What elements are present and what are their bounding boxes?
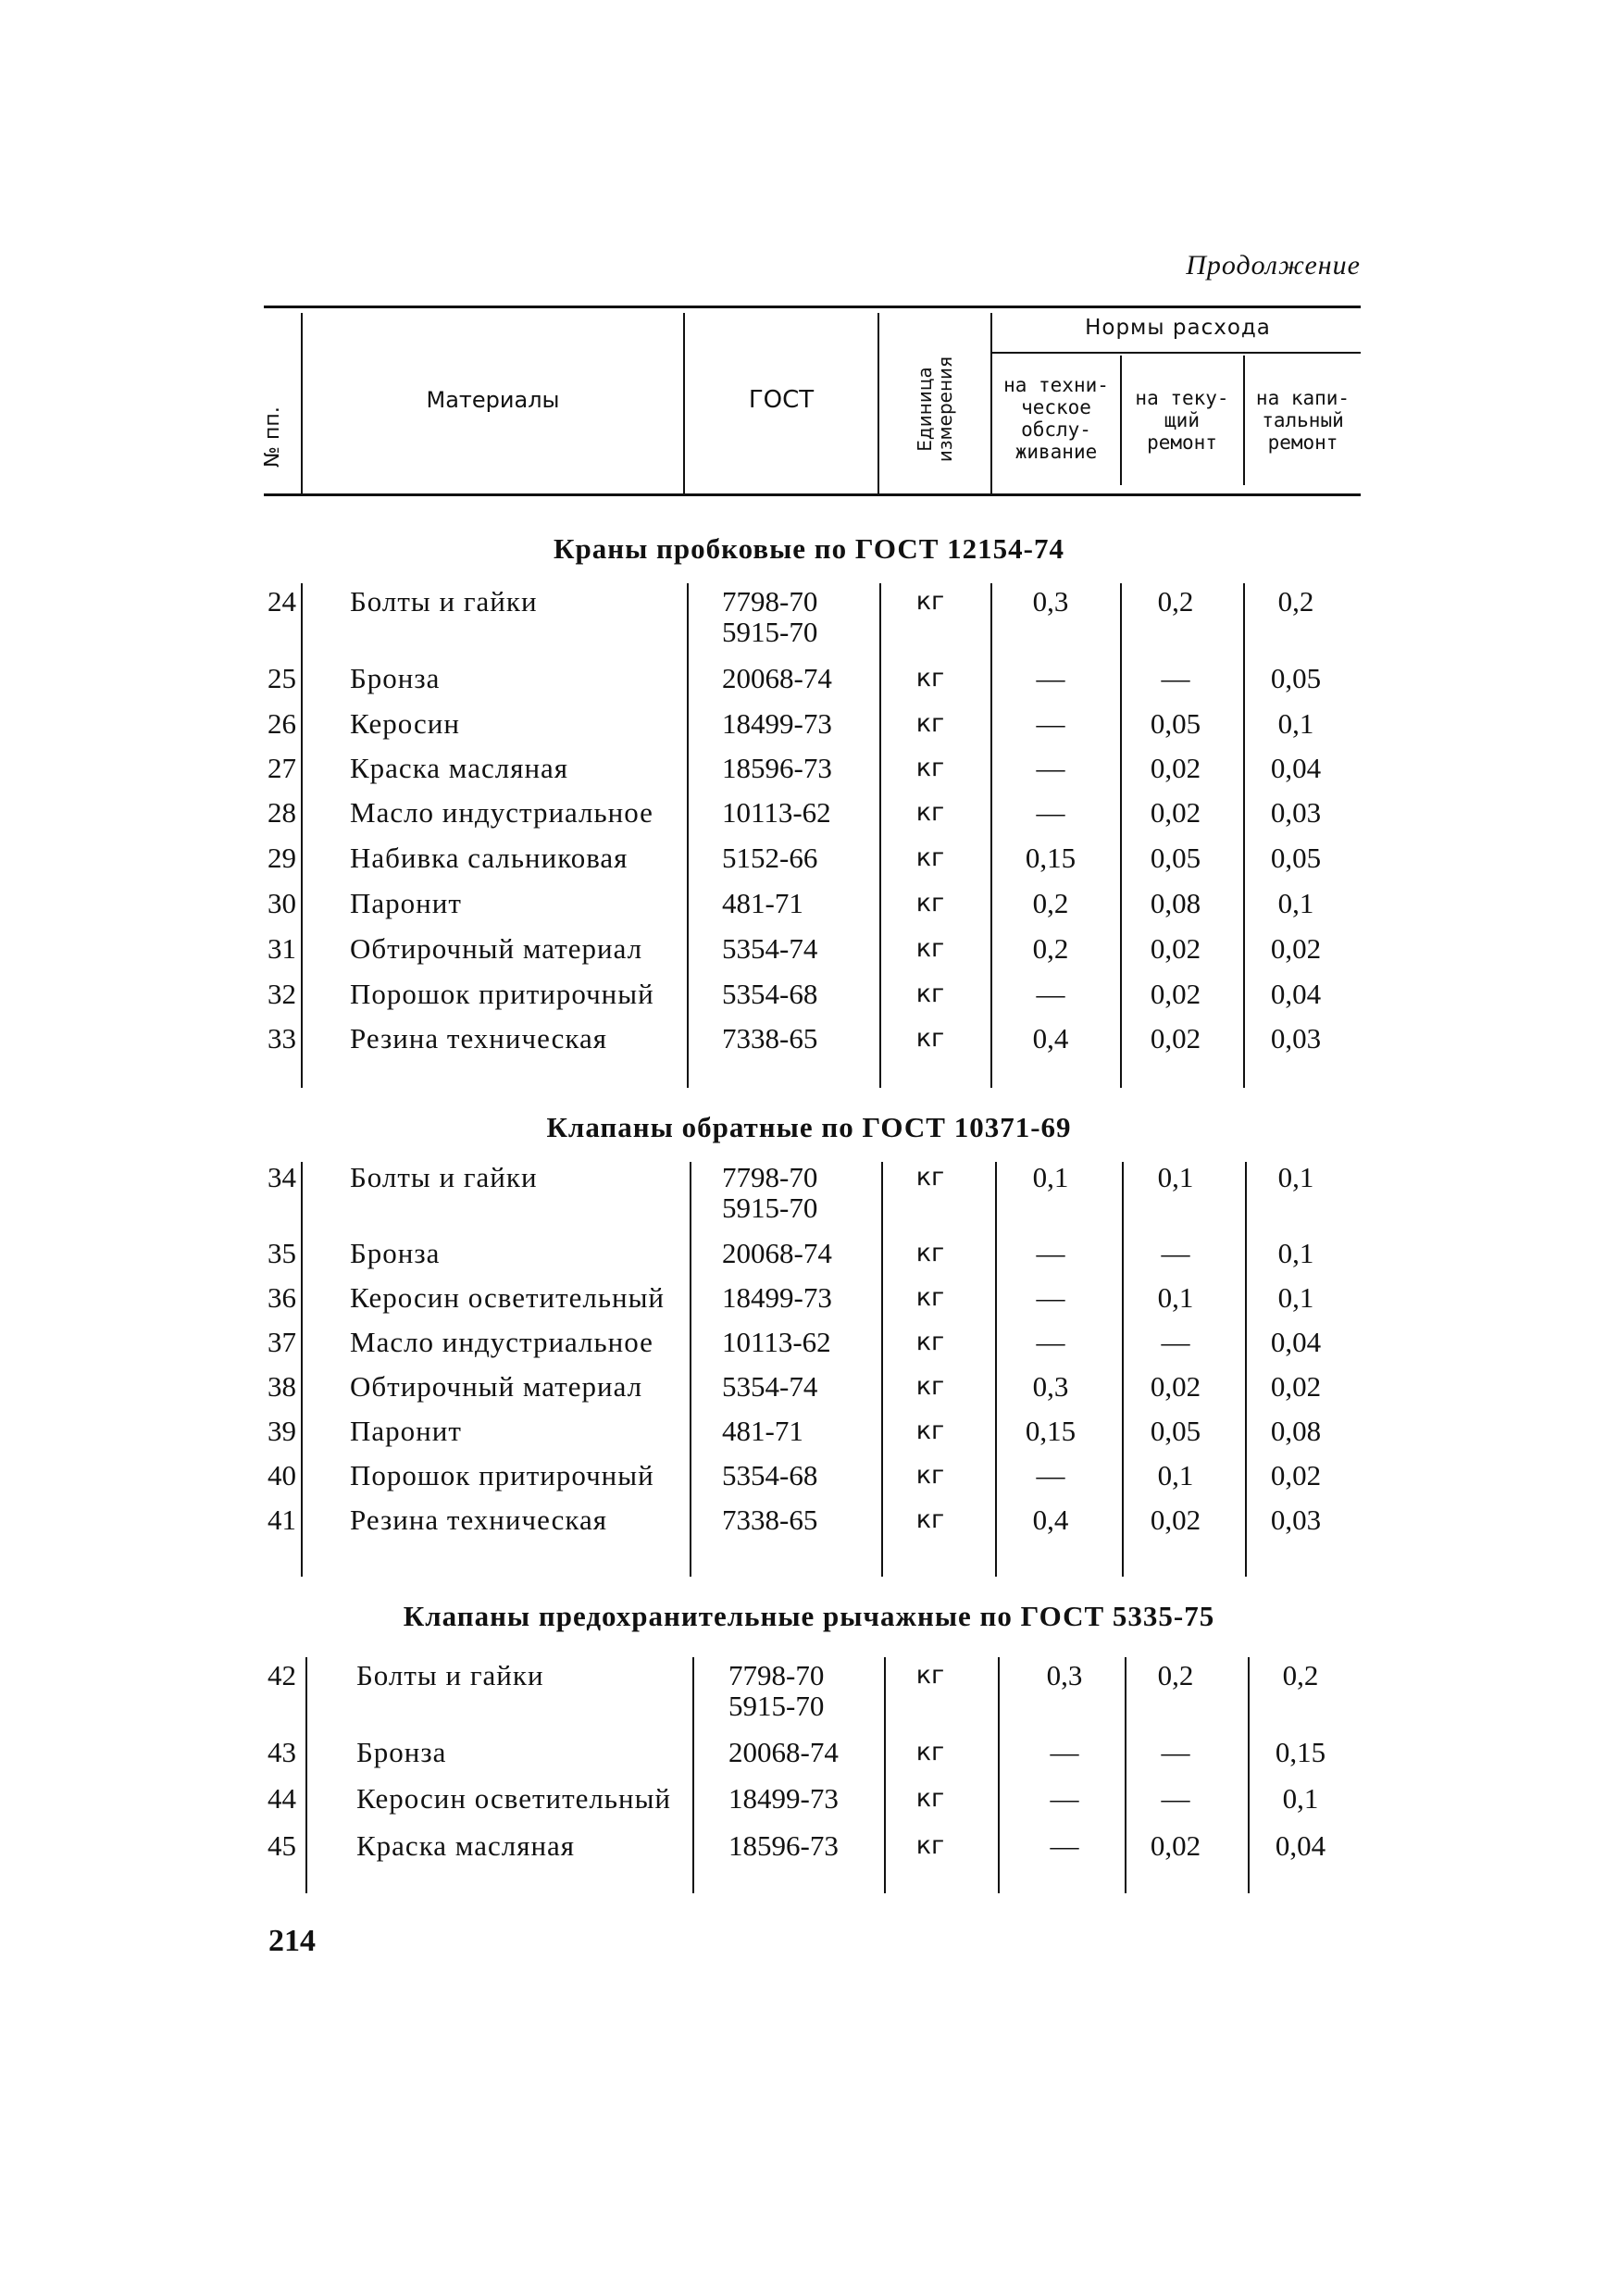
row-material: Резина техническая: [350, 1022, 607, 1054]
row-unit: кг: [915, 843, 945, 872]
row-capital: 0,05: [1270, 842, 1322, 874]
header-gost: ГОСТ: [748, 386, 815, 414]
header-unit: [915, 326, 955, 493]
header-num: № пп.: [261, 406, 284, 468]
row-capital: 0,1: [1277, 1161, 1314, 1193]
row-unit: кг: [915, 889, 945, 917]
row-tech: —: [1050, 1736, 1079, 1768]
row-gost-2: 5915-70: [728, 1690, 825, 1722]
row-tech: 0,15: [1025, 1415, 1077, 1447]
row-unit: кг: [915, 1784, 945, 1813]
row-current: 0,05: [1150, 842, 1201, 874]
header-materials: Материалы: [426, 387, 560, 413]
row-gost: 20068-74: [728, 1736, 839, 1768]
header-tech-service-line-1: на техни-: [1003, 374, 1109, 396]
row-gost: 7798-70: [728, 1659, 825, 1691]
row-gost: 5152-66: [722, 842, 818, 874]
row-gost: 18499-73: [728, 1782, 839, 1815]
row-material: Керосин: [350, 707, 460, 740]
row-unit: кг: [915, 798, 945, 827]
header-bottom-rule: [264, 493, 1361, 496]
row-material: Бронза: [356, 1736, 447, 1768]
row-num: 27: [268, 752, 296, 784]
row-material: Обтирочный материал: [350, 1370, 643, 1403]
row-num: 36: [268, 1281, 296, 1314]
row-material: Болты и гайки: [356, 1659, 544, 1691]
row-unit: кг: [915, 1328, 945, 1356]
row-capital: 0,2: [1282, 1659, 1319, 1691]
row-unit: кг: [915, 1505, 945, 1534]
row-unit: кг: [915, 1461, 945, 1490]
row-material: Керосин осветительный: [350, 1281, 666, 1314]
row-gost: 5354-68: [722, 1459, 818, 1491]
row-tech: 0,4: [1032, 1504, 1069, 1536]
row-capital: 0,15: [1275, 1736, 1326, 1768]
header-vline-3: [877, 313, 879, 493]
row-gost: 7338-65: [722, 1504, 818, 1536]
row-capital: 0,02: [1270, 932, 1322, 965]
row-num: 28: [268, 796, 296, 829]
row-num: 44: [268, 1782, 296, 1815]
row-gost: 5354-74: [722, 1370, 818, 1403]
header-tech-service: [992, 374, 1120, 463]
row-material: Болты и гайки: [350, 585, 538, 618]
row-tech: 0,2: [1032, 887, 1069, 919]
row-current: 0,02: [1150, 752, 1201, 784]
row-capital: 0,08: [1270, 1415, 1322, 1447]
row-tech: 0,3: [1046, 1659, 1083, 1691]
s1-vline-4: [990, 583, 992, 1088]
row-tech: —: [1036, 796, 1065, 829]
row-gost-2: 5915-70: [722, 1192, 818, 1224]
row-material: Керосин осветительный: [356, 1782, 672, 1815]
row-tech: —: [1036, 978, 1065, 1010]
row-unit: кг: [915, 1024, 945, 1053]
row-gost: 18499-73: [722, 1281, 832, 1314]
section-title-1: Краны пробковые по ГОСТ 12154-74: [554, 532, 1064, 565]
row-gost: 10113-62: [722, 796, 831, 829]
header-capital-repair-line-2: тальный: [1262, 409, 1344, 431]
header-tech-service-line-4: живание: [1014, 441, 1098, 463]
s1-vline-6: [1243, 583, 1245, 1088]
row-gost: 7798-70: [722, 1161, 818, 1193]
row-current: 0,1: [1157, 1281, 1194, 1314]
row-unit: кг: [915, 754, 945, 782]
row-current: —: [1161, 1736, 1190, 1768]
row-tech: —: [1050, 1829, 1079, 1862]
header-unit-text: Единица измерения: [914, 356, 956, 463]
row-capital: 0,04: [1275, 1829, 1326, 1862]
header-current-repair-line-2: щий: [1164, 409, 1200, 431]
row-unit: кг: [915, 980, 945, 1008]
row-num: 45: [268, 1829, 296, 1862]
header-current-repair-line-3: ремонт: [1147, 431, 1217, 454]
row-capital: 0,05: [1270, 662, 1322, 694]
row-material: Паронит: [350, 887, 462, 919]
s1-vline-3: [879, 583, 881, 1088]
row-gost: 5354-68: [722, 978, 818, 1010]
row-tech: —: [1036, 707, 1065, 740]
row-capital: 0,04: [1270, 752, 1322, 784]
row-tech: —: [1036, 1281, 1065, 1314]
row-capital: 0,03: [1270, 796, 1322, 829]
row-tech: —: [1036, 1237, 1065, 1269]
row-material: Порошок притирочный: [350, 978, 654, 1010]
row-tech: 0,3: [1032, 585, 1069, 618]
header-tech-service-line-2: ческое: [1021, 396, 1091, 418]
row-num: 29: [268, 842, 296, 874]
row-current: —: [1161, 1326, 1190, 1358]
row-unit: кг: [915, 934, 945, 963]
row-unit: кг: [915, 1831, 945, 1860]
row-current: 0,2: [1157, 1659, 1194, 1691]
row-gost: 20068-74: [722, 662, 832, 694]
row-unit: кг: [915, 1738, 945, 1766]
row-num: 37: [268, 1326, 296, 1358]
row-unit: кг: [915, 1372, 945, 1401]
row-tech: —: [1036, 662, 1065, 694]
row-num: 24: [268, 585, 296, 618]
row-gost-2: 5915-70: [722, 616, 818, 648]
row-current: 0,02: [1150, 1829, 1201, 1862]
row-capital: 0,2: [1277, 585, 1314, 618]
row-tech: 0,1: [1032, 1161, 1069, 1193]
row-gost: 481-71: [722, 1415, 803, 1447]
continuation-label: Продолжение: [1186, 250, 1361, 281]
row-current: 0,02: [1150, 932, 1201, 965]
section-title-2: Клапаны обратные по ГОСТ 10371-69: [546, 1111, 1072, 1143]
row-current: 0,02: [1150, 1504, 1201, 1536]
row-current: —: [1161, 662, 1190, 694]
row-tech: 0,2: [1032, 932, 1069, 965]
row-material: Болты и гайки: [350, 1161, 538, 1193]
row-current: 0,1: [1157, 1459, 1194, 1491]
row-capital: 0,02: [1270, 1459, 1322, 1491]
header-top-rule: [264, 306, 1361, 308]
row-capital: 0,1: [1277, 887, 1314, 919]
s2-vline-1: [301, 1162, 303, 1577]
row-num: 30: [268, 887, 296, 919]
row-gost: 7338-65: [722, 1022, 818, 1054]
row-current: 0,08: [1150, 887, 1201, 919]
row-material: Масло индустриальное: [350, 1326, 653, 1358]
row-capital: 0,03: [1270, 1022, 1322, 1054]
header-current-repair: [1122, 387, 1242, 454]
row-num: 31: [268, 932, 296, 965]
row-material: Бронза: [350, 662, 441, 694]
row-num: 35: [268, 1237, 296, 1269]
row-num: 39: [268, 1415, 296, 1447]
row-num: 25: [268, 662, 296, 694]
row-capital: 0,04: [1270, 1326, 1322, 1358]
header-capital-repair-line-1: на капи-: [1255, 387, 1350, 409]
row-current: 0,02: [1150, 1370, 1201, 1403]
row-material: Порошок притирочный: [350, 1459, 654, 1491]
row-num: 26: [268, 707, 296, 740]
row-gost: 18596-73: [728, 1829, 839, 1862]
row-unit: кг: [915, 1283, 945, 1312]
row-num: 40: [268, 1459, 296, 1491]
row-tech: 0,15: [1025, 842, 1077, 874]
row-gost: 7798-70: [722, 585, 818, 618]
row-tech: 0,4: [1032, 1022, 1069, 1054]
row-tech: —: [1036, 752, 1065, 784]
header-norms: Нормы расхода: [1085, 316, 1271, 340]
header-vline-1: [301, 313, 303, 493]
row-material: Бронза: [350, 1237, 441, 1269]
row-tech: —: [1050, 1782, 1079, 1815]
row-current: 0,2: [1157, 585, 1194, 618]
row-num: 41: [268, 1504, 296, 1536]
row-unit: кг: [915, 1661, 945, 1690]
row-capital: 0,02: [1270, 1370, 1322, 1403]
s1-vline-5: [1120, 583, 1122, 1088]
row-material: Набивка сальниковая: [350, 842, 629, 874]
section-title-3: Клапаны предохранительные рычажные по ГОСТ 5335-75: [403, 1600, 1215, 1632]
row-num: 43: [268, 1736, 296, 1768]
row-gost: 18499-73: [722, 707, 832, 740]
row-unit: кг: [915, 1416, 945, 1445]
row-capital: 0,04: [1270, 978, 1322, 1010]
row-tech: —: [1036, 1459, 1065, 1491]
row-current: —: [1161, 1782, 1190, 1815]
row-unit: кг: [915, 664, 945, 693]
row-gost: 5354-74: [722, 932, 818, 965]
row-material: Резина техническая: [350, 1504, 607, 1536]
row-unit: кг: [915, 1239, 945, 1267]
row-capital: 0,1: [1282, 1782, 1319, 1815]
row-unit: кг: [915, 587, 945, 616]
row-material: Обтирочный материал: [350, 932, 643, 965]
row-capital: 0,1: [1277, 1237, 1314, 1269]
s1-vline-2: [687, 583, 689, 1088]
row-tech: 0,3: [1032, 1370, 1069, 1403]
row-capital: 0,03: [1270, 1504, 1322, 1536]
row-capital: 0,1: [1277, 1281, 1314, 1314]
row-material: Краска масляная: [356, 1829, 576, 1862]
norms-sub-rule: [990, 352, 1361, 354]
row-current: 0,02: [1150, 1022, 1201, 1054]
header-capital-repair-line-3: ремонт: [1267, 431, 1338, 454]
row-gost: 10113-62: [722, 1326, 831, 1358]
row-current: 0,02: [1150, 796, 1201, 829]
row-gost: 20068-74: [722, 1237, 832, 1269]
row-material: Масло индустриальное: [350, 796, 653, 829]
row-capital: 0,1: [1277, 707, 1314, 740]
row-unit: кг: [915, 1163, 945, 1192]
row-num: 38: [268, 1370, 296, 1403]
row-unit: кг: [915, 709, 945, 738]
row-current: —: [1161, 1237, 1190, 1269]
row-num: 42: [268, 1659, 296, 1691]
row-material: Краска масляная: [350, 752, 569, 784]
s3-vline-4: [998, 1657, 1000, 1893]
row-num: 34: [268, 1161, 296, 1193]
header-vline-2: [683, 313, 685, 493]
header-capital-repair: [1245, 387, 1361, 454]
row-num: 33: [268, 1022, 296, 1054]
s1-vline-1: [301, 583, 303, 1088]
row-current: 0,05: [1150, 707, 1201, 740]
page-number: 214: [268, 1924, 316, 1958]
row-gost: 18596-73: [722, 752, 832, 784]
row-gost: 481-71: [722, 887, 803, 919]
row-num: 32: [268, 978, 296, 1010]
header-current-repair-line-1: на теку-: [1135, 387, 1229, 409]
row-current: 0,05: [1150, 1415, 1201, 1447]
header-tech-service-line-3: обслу-: [1021, 418, 1091, 441]
row-material: Паронит: [350, 1415, 462, 1447]
row-current: 0,02: [1150, 978, 1201, 1010]
row-tech: —: [1036, 1326, 1065, 1358]
s3-vline-1: [305, 1657, 307, 1893]
row-current: 0,1: [1157, 1161, 1194, 1193]
